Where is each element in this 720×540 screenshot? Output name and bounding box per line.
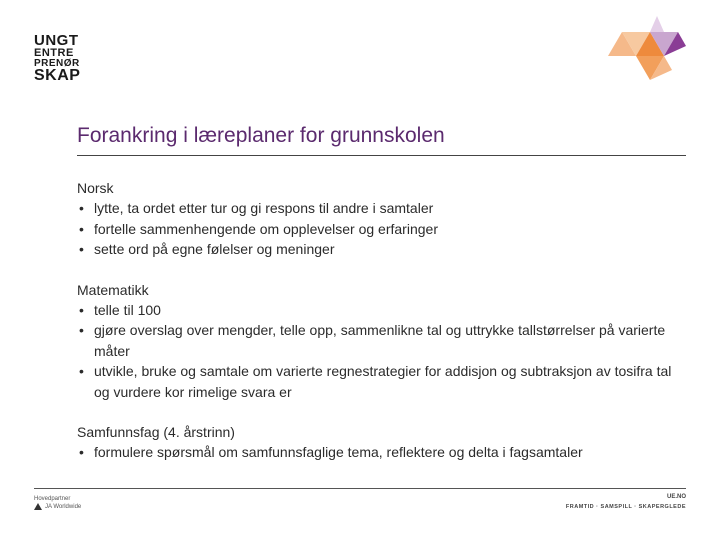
- website-link[interactable]: UE.NO: [666, 494, 686, 500]
- partner-label: Hovedpartner: [34, 496, 71, 502]
- list-item: • utvikle, bruke og samtale om varierte regnestrategier for addisjon og subtraksjon av tosifra tal og vurdere kor rimelige svara er: [77, 361, 687, 402]
- section-matematikk: [77, 280, 687, 402]
- list-item: • fortelle sammenhengende om opplevelser og erfaringer: [77, 219, 687, 239]
- list-item: • telle til 100: [77, 300, 687, 320]
- title-divider: [77, 155, 686, 156]
- curriculum-content: [77, 178, 687, 463]
- logo-line-2: ENTRE: [34, 47, 74, 60]
- section-samfunnsfag: [77, 422, 687, 463]
- list-item: • gjøre overslag over mengder, telle opp, sammenlikne tal og uttrykke tallstørrelser på varierte måter: [77, 320, 687, 361]
- partner-name: JA Worldwide: [45, 504, 82, 511]
- footer-slogan: FRAMTID · SAMSPILL · SKAPERGLEDE: [565, 504, 686, 510]
- ungt-entreprenorskap-logo: [34, 34, 80, 83]
- section-heading: Samfunnsfag (4. årstrinn): [77, 424, 235, 441]
- partner-logo: [34, 496, 81, 511]
- list-item: • sette ord på egne følelser og meninger: [77, 239, 687, 259]
- section-heading: Matematikk: [77, 281, 149, 298]
- triangle-pattern-decoration: [600, 12, 690, 84]
- triangle-shape: [650, 16, 664, 32]
- bullet-list: [77, 300, 687, 402]
- bullet-list: [77, 198, 687, 259]
- section-norsk: [77, 178, 687, 260]
- bullet-list: [77, 442, 687, 462]
- ja-triangle-icon: [34, 503, 42, 510]
- logo-line-1: UNGT: [34, 32, 79, 49]
- list-item: • lytte, ta ordet etter tur og gi respons til andre i samtaler: [77, 198, 687, 218]
- logo-line-4: SKAP: [34, 67, 81, 85]
- list-item: • formulere spørsmål om samfunnsfaglige tema, reflektere og delta i fagsamtaler: [77, 442, 687, 462]
- page-title: Forankring i læreplaner for grunnskolen: [77, 124, 445, 147]
- footer-divider: [34, 488, 686, 489]
- logo-line-3: PRENØR: [34, 57, 80, 69]
- section-heading: Norsk: [77, 180, 114, 196]
